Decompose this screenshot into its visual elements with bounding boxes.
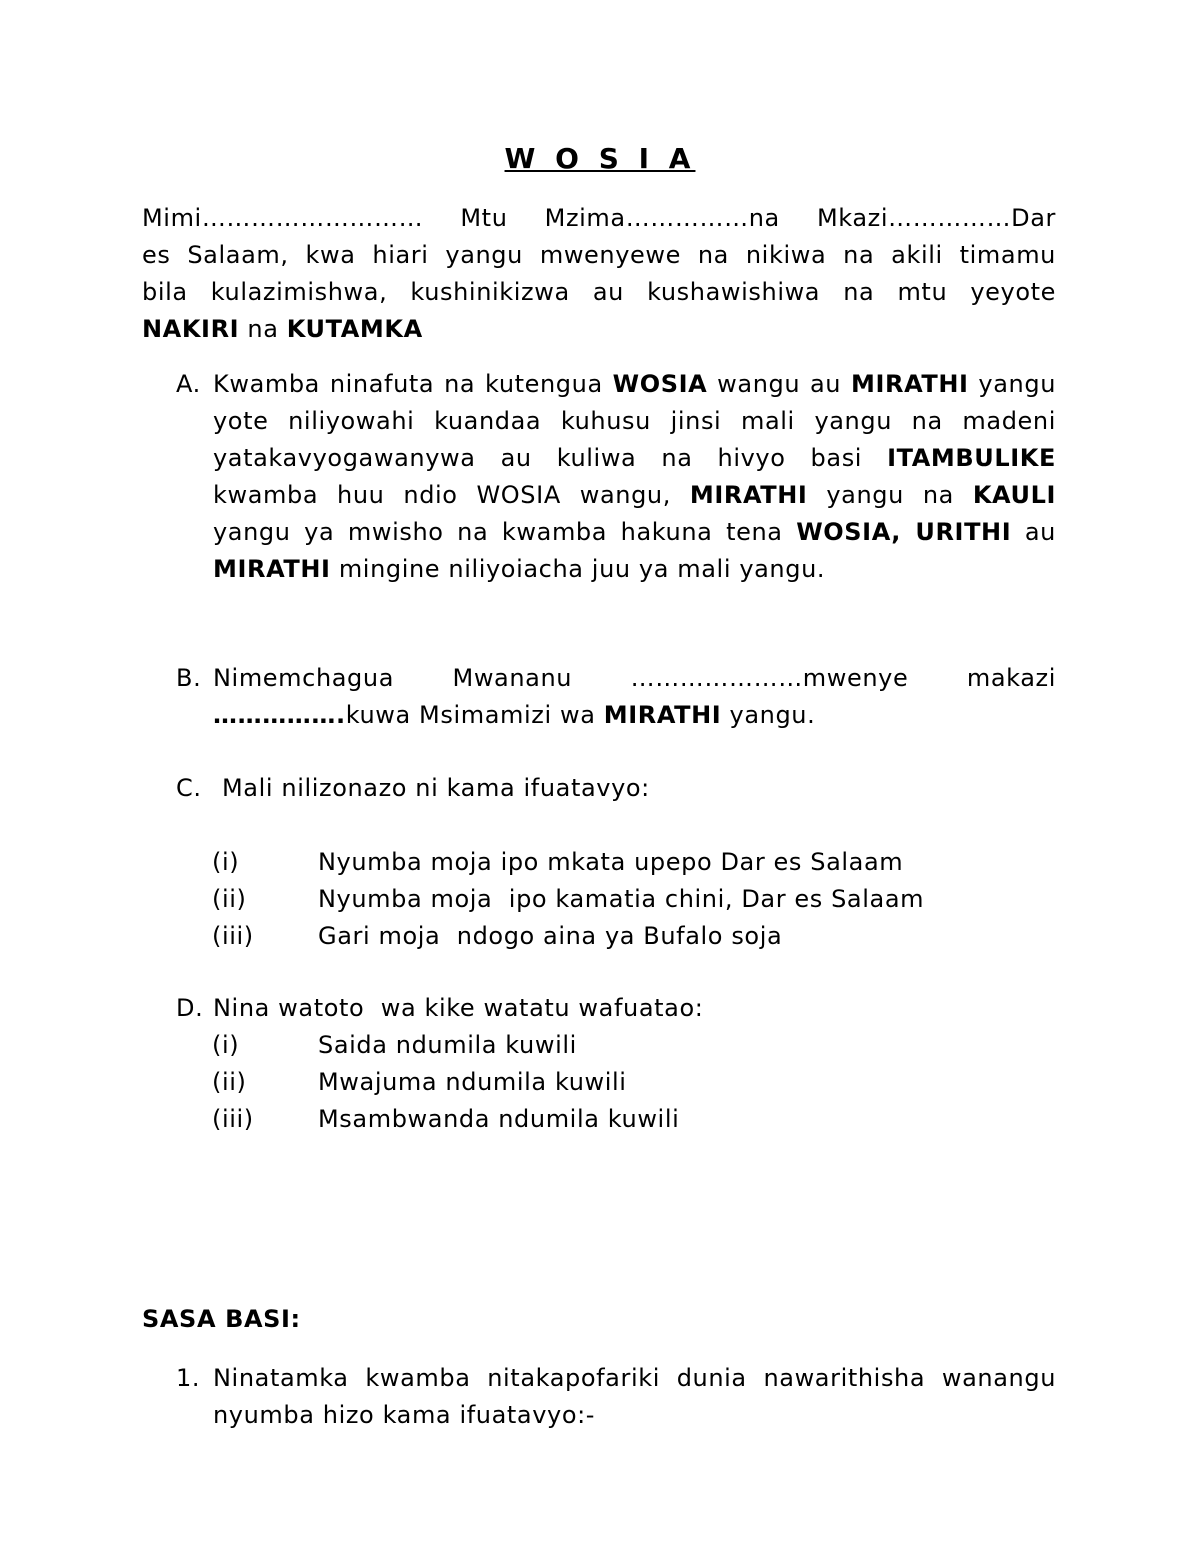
section-a-text: yangu ya mwisho na kwamba hakuna tena	[213, 518, 797, 546]
section-c-text: Mali nilizonazo ni kama ifuatavyo:	[222, 774, 650, 802]
child-item-text: Mwajuma ndumila kuwili	[318, 1068, 627, 1096]
section-b-text: kuwa Msimamizi wa	[345, 701, 604, 729]
section-a-text: au	[1011, 518, 1056, 546]
numbered-item-marker: 1.	[176, 1364, 201, 1392]
section-b	[176, 660, 1056, 734]
section-a-bold: WOSIA	[612, 370, 708, 398]
intro-line-1: Mimi……………………… Mtu Mzima……………na Mkazi……………Dar	[142, 204, 1056, 232]
section-b-line-1: Nimemchagua Mwananu …………………mwenye makazi	[213, 664, 1056, 692]
asset-item-number: (i)	[212, 848, 240, 876]
section-a-marker: A.	[176, 370, 201, 398]
section-a	[176, 366, 1056, 588]
intro-bold-nakiri: NAKIRI	[142, 315, 240, 343]
section-c	[176, 770, 1056, 807]
intro-bold-kutamka: KUTAMKA	[286, 315, 423, 343]
section-b-body	[213, 660, 1056, 734]
numbered-item-text: Ninatamka kwamba nitakapofariki dunia nawarithisha wanangu nyumba hizo kama ifuatavyo:-	[213, 1364, 1056, 1429]
child-item-number: (ii)	[212, 1068, 247, 1096]
numbered-item-1	[176, 1360, 1056, 1434]
intro-line-3: bila kulazimishwa, kushinikizwa au kushawishiwa na mtu yeyote	[142, 278, 1056, 306]
section-a-body	[213, 366, 1056, 588]
document-title: W O S I A	[504, 142, 696, 175]
section-c-marker: C.	[176, 774, 202, 802]
intro-mid-text: na	[239, 315, 287, 343]
section-b-bold: MIRATHI	[603, 701, 722, 729]
section-a-text: mingine niliyoiacha juu ya mali yangu.	[330, 555, 826, 583]
section-a-bold: WOSIA, URITHI	[796, 518, 1012, 546]
child-item-text: Msambwanda ndumila kuwili	[318, 1105, 680, 1133]
section-b-text: yangu.	[721, 701, 816, 729]
section-b-line-2	[213, 697, 1056, 734]
asset-item-number: (ii)	[212, 885, 247, 913]
section-b-marker: B.	[176, 664, 202, 692]
section-d-text: Nina watoto wa kike watatu wafuatao:	[213, 994, 704, 1022]
section-a-bold: MIRATHI	[213, 555, 331, 583]
section-a-text: wangu au	[707, 370, 851, 398]
section-b-bold: …………….	[213, 701, 346, 729]
section-a-bold: KAULI	[972, 481, 1056, 509]
section-a-text: Kwamba ninafuta na kutengua	[213, 370, 613, 398]
section-a-bold: MIRATHI	[850, 370, 969, 398]
section-d-marker: D.	[176, 994, 204, 1022]
section-d	[176, 990, 1056, 1027]
section-a-text: yangu na	[807, 481, 973, 509]
asset-item-text: Nyumba moja ipo kamatia chini, Dar es Salaam	[318, 885, 925, 913]
child-item-number: (iii)	[212, 1105, 254, 1133]
section-a-bold: ITAMBULIKE	[887, 444, 1056, 472]
asset-item-number: (iii)	[212, 922, 254, 950]
child-item-number: (i)	[212, 1031, 240, 1059]
asset-item-text: Nyumba moja ipo mkata upepo Dar es Salaam	[318, 848, 904, 876]
child-item-text: Saida ndumila kuwili	[318, 1031, 577, 1059]
intro-line-2: es Salaam, kwa hiari yangu mwenyewe na nikiwa na akili timamu	[142, 241, 1056, 269]
asset-item-text: Gari moja ndogo aina ya Bufalo soja	[318, 922, 783, 950]
section-a-bold: MIRATHI	[689, 481, 808, 509]
section-a-text: yangu yote niliyowahi kuandaa kuhusu jinsi mali yangu na madeni yatakavyogawanywa au kuliwa na hivyo basi	[213, 370, 1057, 472]
intro-line-4	[142, 311, 1056, 348]
sasa-basi-heading: SASA BASI:	[142, 1305, 301, 1333]
intro-paragraph	[142, 200, 1056, 348]
section-a-text: kwamba huu ndio WOSIA wangu,	[213, 481, 690, 509]
